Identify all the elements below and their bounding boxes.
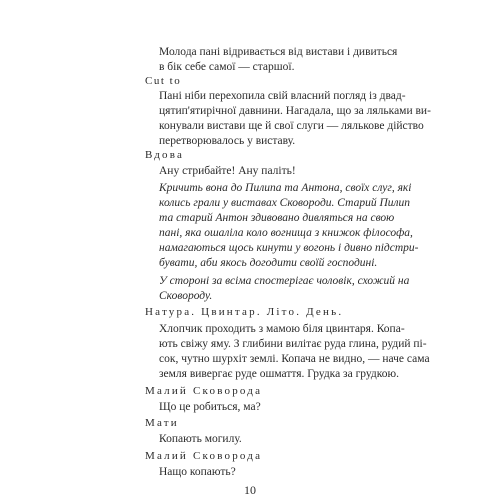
stage-direction: Кричить вона до Пилипа та Антона, своїх слуг, які	[159, 182, 412, 194]
action-line: Пані ніби перехопила свій власний погляд із двад-	[159, 90, 406, 102]
action-line: ють свіжу яму. З глибини вилітає руда глина, рудий пі-	[159, 338, 427, 350]
action-line: сок, чутно шурхіт землі. Копача не видно, — наче сама	[159, 353, 430, 365]
stage-direction: колись грали у виставах Сковороди. Старий Пилип	[159, 197, 411, 209]
dialogue-line: Нащо копають?	[159, 466, 236, 478]
action-line: цятип'ятирічної давнини. Нагадала, що за ляльками ви-	[159, 105, 431, 117]
transition-heading: Cut to	[145, 75, 182, 87]
character-name: Малий Сковорода	[145, 385, 263, 397]
character-name: Малий Сковорода	[145, 450, 263, 462]
stage-direction: пані, яка ошаліла коло вогнища з книжок філософа,	[159, 227, 413, 239]
action-line: Хлопчик проходить з мамою біля цвинтаря. Копа-	[159, 323, 405, 335]
dialogue-line: Що це робиться, ма?	[159, 401, 261, 413]
page-number: 10	[244, 483, 256, 497]
dialogue-line: Копають могилу.	[159, 433, 242, 445]
scene-heading: Натура. Цвинтар. Літо. День.	[145, 306, 344, 318]
stage-direction: та старий Антон здивовано дивляться на свою	[159, 212, 395, 224]
stage-direction: Сковороду.	[159, 290, 213, 302]
dialogue-line: Ану стрибайте! Ану паліть!	[159, 165, 296, 177]
action-line: земля вивергає руде ошмаття. Грудка за грудкою.	[159, 368, 399, 380]
character-name: Мати	[145, 417, 179, 429]
action-line: перетворювалось у виставу.	[159, 135, 296, 147]
stage-direction: У стороні за всіма спостерігає чоловік, схожий на	[159, 275, 410, 287]
stage-direction: бувати, аби якось догодити своїй господині.	[159, 257, 378, 269]
character-name: Вдова	[145, 149, 185, 161]
action-line: в бік себе самої — старшої.	[159, 61, 295, 73]
action-line: Молода пані відривається від вистави і дивиться	[159, 46, 398, 58]
stage-direction: намагаються щось кинути у вогонь і дивно підстри-	[159, 242, 419, 254]
action-line: конували вистави ще й свої слуги — ляльковe дійство	[159, 120, 424, 132]
